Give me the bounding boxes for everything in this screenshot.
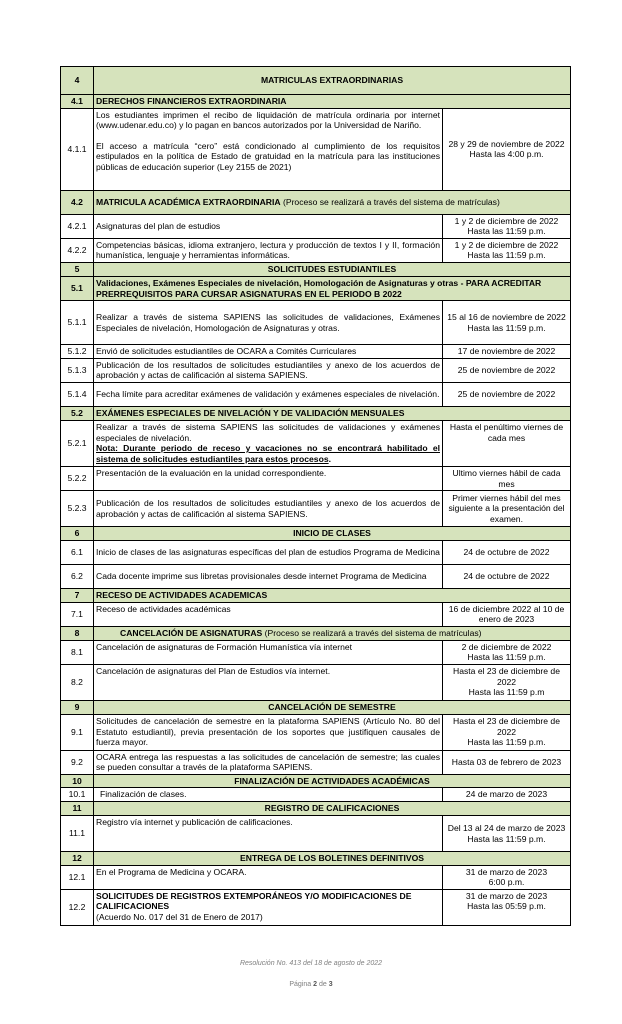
row-number: 6.2 — [61, 565, 94, 589]
row-number: 8.2 — [61, 664, 94, 700]
row-description: Cada docente imprime sus libretas provisionales desde internet Programa de Medicina — [94, 565, 443, 589]
row-number: 12.1 — [61, 865, 94, 889]
table-row — [61, 750, 571, 774]
footer-text: Página — [289, 981, 314, 988]
section-title: MATRICULAS EXTRAORDINARIAS — [94, 67, 571, 95]
section-number: 10 — [61, 774, 94, 788]
section-row — [61, 67, 571, 95]
subsection-row — [61, 95, 571, 109]
section-number: 11 — [61, 802, 94, 816]
row-date: Hasta el penúltimo viernes de cada mes — [443, 420, 571, 466]
row-date: 1 y 2 de diciembre de 2022 Hasta las 11:59 p.m. — [443, 214, 571, 238]
row-description: Competencias básicas, idioma extranjero, lectura y producción de textos I y II, formación humanística, lenguaje y herramientas informáticas. — [94, 238, 443, 262]
table-row — [61, 108, 571, 190]
subsection-title: Validaciones, Exámenes Especiales de nivelación, Homologación de Asignaturas y otras - PARA ACREDITAR PRERREQUISITOS PARA CURSAR ASIGNATURAS EN EL PERIODO B 2022 — [94, 276, 571, 300]
table-row — [61, 238, 571, 262]
row-date: 24 de octubre de 2022 — [443, 541, 571, 565]
section-row — [61, 589, 571, 603]
table-row — [61, 714, 571, 750]
resolution-date: 18 de agosto de 2022 — [314, 960, 383, 967]
row-date: 17 de noviembre de 2022 — [443, 345, 571, 359]
subsection-row — [61, 190, 571, 214]
row-description: Registro vía internet y publicación de calificaciones. — [94, 816, 443, 852]
row-date: 2 de diciembre de 2022 Hasta las 11:59 p.m. — [443, 640, 571, 664]
row-number: 12.2 — [61, 889, 94, 925]
row-number: 4.2.1 — [61, 214, 94, 238]
table-row — [61, 345, 571, 359]
page-number: 2 — [313, 981, 318, 988]
section-title: FINALIZACIÓN DE ACTIVIDADES ACADÉMICAS — [94, 774, 571, 788]
row-description — [94, 889, 443, 925]
row-number: 4.2.2 — [61, 238, 94, 262]
section-row — [61, 774, 571, 788]
row-date: 31 de marzo de 2023 Hasta las 05:59 p.m. — [443, 889, 571, 925]
row-number: 10.1 — [61, 788, 94, 802]
row-description: Solicitudes de cancelación de semestre en la plataforma SAPIENS (Artículo No. 80 del Estatuto estudiantil), previa presentación de los soportes que justifiquen causales de fuerza mayor. — [94, 714, 443, 750]
table-row — [61, 541, 571, 565]
row-date: Ultimo viernes hábil de cada mes — [443, 466, 571, 490]
resolution-number: 413 — [289, 960, 302, 967]
row-date: 1 y 2 de diciembre de 2022 Hasta las 11:59 p.m. — [443, 238, 571, 262]
table-row — [61, 602, 571, 626]
row-number: 8.1 — [61, 640, 94, 664]
row-date: 15 al 16 de noviembre de 2022 Hasta las 11:59 p.m. — [443, 301, 571, 345]
row-date: Hasta 03 de febrero de 2023 — [443, 750, 571, 774]
section-title: CANCELACIÓN DE SEMESTRE — [94, 700, 571, 714]
row-number: 11.1 — [61, 816, 94, 852]
row-date: 25 de noviembre de 2022 — [443, 358, 571, 382]
table-row — [61, 382, 571, 406]
table-row — [61, 565, 571, 589]
row-date: 31 de marzo de 2023 6:00 p.m. — [443, 865, 571, 889]
row-number: 5.1.2 — [61, 345, 94, 359]
schedule-table — [60, 66, 571, 926]
section-row — [61, 700, 571, 714]
table-row — [61, 420, 571, 466]
row-description: Cancelación de asignaturas de Formación Humanística vía internet — [94, 640, 443, 664]
row-description — [94, 420, 443, 466]
table-row — [61, 640, 571, 664]
section-number: 8 — [61, 626, 94, 640]
row-number: 5.2.3 — [61, 491, 94, 527]
subsection-title-bold: MATRICULA ACADÉMICA EXTRAORDINARIA — [96, 196, 281, 207]
row-description: Fecha límite para acreditar exámenes de validación y exámenes especiales de nivelación. — [94, 382, 443, 406]
section-number: 7 — [61, 589, 94, 603]
section-row — [61, 262, 571, 276]
description-paragraph: El acceso a matrícula “cero” está condicionado al cumplimiento de los requisitos estipulados en la política de Estado de gratuidad en la matrícula para las instituciones públicas de educación superior (Ley 2155 de 2021) — [96, 140, 440, 172]
table-row — [61, 865, 571, 889]
section-title — [94, 626, 571, 640]
footer-text: del — [301, 960, 315, 967]
section-number: 9 — [61, 700, 94, 714]
table-row — [61, 788, 571, 802]
section-row — [61, 527, 571, 541]
section-row — [61, 626, 571, 640]
resolution-footer — [0, 960, 622, 967]
section-row — [61, 852, 571, 866]
page-footer — [0, 981, 622, 988]
row-description: Realizar a través de sistema SAPIENS las solicitudes de validaciones, Exámenes Especiales de nivelación, Homologación de Asignaturas y otras. — [94, 301, 443, 345]
row-description: En el Programa de Medicina y OCARA. — [94, 865, 443, 889]
row-date: Del 13 al 24 de marzo de 2023 Hasta las 11:59 p.m. — [443, 816, 571, 852]
table-row — [61, 214, 571, 238]
section-title: REGISTRO DE CALIFICACIONES — [94, 802, 571, 816]
section-number: 5 — [61, 262, 94, 276]
table-row — [61, 358, 571, 382]
subsection-row — [61, 276, 571, 300]
row-date: 24 de octubre de 2022 — [443, 565, 571, 589]
description-note — [96, 443, 440, 464]
row-number: 5.1.4 — [61, 382, 94, 406]
row-number: 5.2.2 — [61, 466, 94, 490]
table-row — [61, 491, 571, 527]
section-note: (Proceso se realizará a través del sistema de matrículas) — [262, 627, 482, 638]
table-row — [61, 664, 571, 700]
row-number: 7.1 — [61, 602, 94, 626]
table-row — [61, 816, 571, 852]
row-date: Primer viernes hábil del mes siguiente a la presentación del examen. — [443, 491, 571, 527]
row-number: 9.2 — [61, 750, 94, 774]
section-title: INICIO DE CLASES — [94, 527, 571, 541]
table-row — [61, 466, 571, 490]
section-number: 6 — [61, 527, 94, 541]
row-description — [94, 108, 443, 190]
subsection-number: 5.1 — [61, 276, 94, 300]
row-description: Asignaturas del plan de estudios — [94, 214, 443, 238]
description-paragraph: (Acuerdo No. 017 del 31 de Enero de 2017) — [96, 912, 263, 923]
subsection-note: (Proceso se realizará a través del sistema de matrículas) — [280, 196, 500, 207]
subsection-number: 4.1 — [61, 95, 94, 109]
page-total: 3 — [328, 981, 333, 988]
row-number: 4.1.1 — [61, 108, 94, 190]
row-date: 28 y 29 de noviembre de 2022 Hasta las 4:00 p.m. — [443, 108, 571, 190]
section-number: 12 — [61, 852, 94, 866]
row-date: Hasta el 23 de diciembre de 2022 Hasta las 11:59 p.m — [443, 664, 571, 700]
row-date: 24 de marzo de 2023 — [443, 788, 571, 802]
description-paragraph: Los estudiantes imprimen el recibo de liquidación de matrícula ordinaria por internet (www.udenar.edu.co) y lo pagan en bancos autorizados por la Universidad de Nariño. — [96, 109, 440, 131]
table-row — [61, 301, 571, 345]
row-date: 16 de diciembre 2022 al 10 de enero de 2023 — [443, 602, 571, 626]
subsection-title — [94, 190, 571, 214]
row-description: Publicación de los resultados de solicitudes estudiantiles y anexo de los acuerdos de aprobación y actas de calificación al sistema SAPIENS. — [94, 491, 443, 527]
subsection-title: EXÁMENES ESPECIALES DE NIVELACIÓN Y DE VALIDACIÓN MENSUALES — [94, 406, 571, 420]
section-title: RECESO DE ACTIVIDADES ACADEMICAS — [94, 589, 571, 603]
row-number: 5.1.1 — [61, 301, 94, 345]
description-title: SOLICITUDES DE REGISTROS EXTEMPORÁNEOS Y/O MODIFICACIONES DE CALIFICACIONES — [96, 890, 412, 912]
section-title: ENTREGA DE LOS BOLETINES DEFINITIVOS — [94, 852, 571, 866]
row-description: Cancelación de asignaturas del Plan de Estudios vía internet. — [94, 664, 443, 700]
description-note-end: . — [328, 453, 331, 464]
section-title: SOLICITUDES ESTUDIANTILES — [94, 262, 571, 276]
subsection-number: 5.2 — [61, 406, 94, 420]
subsection-number: 4.2 — [61, 190, 94, 214]
footer-text: de — [317, 981, 329, 988]
row-description: Envió de solicitudes estudiantiles de OCARA a Comités Curriculares — [94, 345, 443, 359]
row-date: 25 de noviembre de 2022 — [443, 382, 571, 406]
row-number: 9.1 — [61, 714, 94, 750]
subsection-title: DERECHOS FINANCIEROS EXTRAORDINARIA — [94, 95, 571, 109]
row-description: Receso de actividades académicas — [94, 602, 443, 626]
row-description: Finalización de clases. — [94, 788, 443, 802]
row-description: Inicio de clases de las asignaturas específicas del plan de estudios Programa de Medicina — [94, 541, 443, 565]
description-note-text: Nota: Durante periodo de receso y vacaciones no se encontrará habilitado el sistema de solicitudes estudiantiles para estos procesos — [96, 443, 440, 464]
section-number: 4 — [61, 67, 94, 95]
section-row — [61, 802, 571, 816]
row-date: Hasta el 23 de diciembre de 2022 Hasta las 11:59 p.m. — [443, 714, 571, 750]
row-description: Presentación de la evaluación en la unidad correspondiente. — [94, 466, 443, 490]
section-title-bold: CANCELACIÓN DE ASIGNATURAS — [120, 627, 263, 638]
row-number: 5.1.3 — [61, 358, 94, 382]
description-paragraph: Realizar a través de sistema SAPIENS las solicitudes de validaciones y exámenes especiales de nivelación. — [96, 421, 440, 443]
row-number: 6.1 — [61, 541, 94, 565]
row-number: 5.2.1 — [61, 420, 94, 466]
table-row — [61, 889, 571, 925]
row-description: Publicación de los resultados de solicitudes estudiantiles y anexo de los acuerdos de aprobación y actas de calificación al sistema SAPIENS. — [94, 358, 443, 382]
row-description: OCARA entrega las respuestas a las solicitudes de cancelación de semestre; las cuales se pueden consultar a través de la plataforma SAPIENS. — [94, 750, 443, 774]
subsection-row — [61, 406, 571, 420]
footer-text: Resolución No. — [239, 960, 290, 967]
